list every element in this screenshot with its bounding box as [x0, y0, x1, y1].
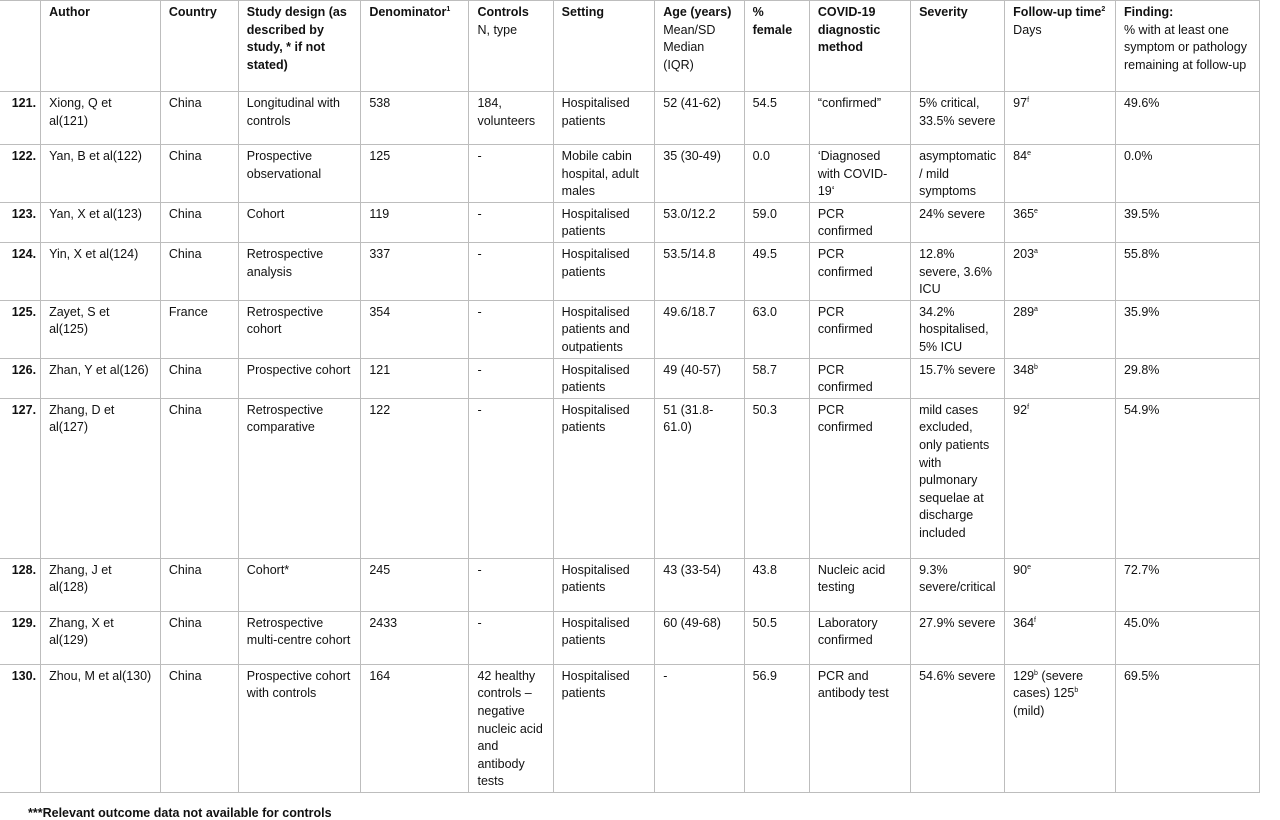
- followup-superscript: e: [1027, 563, 1031, 571]
- followup-superscript: a: [1034, 247, 1038, 255]
- row-number: 121.: [0, 92, 41, 145]
- cell-design: Retrospective cohort: [238, 300, 361, 358]
- cell-country: China: [160, 242, 238, 300]
- cell-age: 49.6/18.7: [655, 300, 744, 358]
- cell-age: 53.0/12.2: [655, 202, 744, 242]
- cell-setting: Hospitalised patients: [553, 558, 655, 611]
- cell-female: 49.5: [744, 242, 809, 300]
- cell-covid: ‘Diagnosed with COVID-19‘: [809, 145, 910, 203]
- cell-setting: Mobile cabin hospital, adult males: [553, 145, 655, 203]
- cell-controls: -: [469, 242, 553, 300]
- cell-setting: Hospitalised patients: [553, 611, 655, 664]
- cell-country: China: [160, 202, 238, 242]
- cell-severity: 34.2% hospitalised, 5% ICU: [911, 300, 1005, 358]
- cell-covid: PCR confirmed: [809, 300, 910, 358]
- cell-design: Cohort*: [238, 558, 361, 611]
- header-denominator: Denominator$^1$: [361, 1, 469, 92]
- followup-superscript: e: [1027, 149, 1031, 157]
- cell-author: Yan, B et al(122): [41, 145, 161, 203]
- cell-female: 63.0: [744, 300, 809, 358]
- cell-age: 60 (49-68): [655, 611, 744, 664]
- cell-country: China: [160, 145, 238, 203]
- cell-denominator: 245: [361, 558, 469, 611]
- followup-text: 364: [1013, 615, 1035, 630]
- cell-country: China: [160, 398, 238, 558]
- cell-design: Prospective cohort: [238, 358, 361, 398]
- cell-country: China: [160, 611, 238, 664]
- cell-covid: Nucleic acid testing: [809, 558, 910, 611]
- cell-age: 49 (40-57): [655, 358, 744, 398]
- cell-country: France: [160, 300, 238, 358]
- cell-finding: 39.5%: [1115, 202, 1259, 242]
- cell-followup: [1005, 398, 1116, 558]
- cell-finding: 45.0%: [1115, 611, 1259, 664]
- header-finding: Finding: % with at least one symptom or pathology remaining at follow-up: [1115, 1, 1259, 92]
- cell-covid: PCR confirmed: [809, 202, 910, 242]
- followup-text: 97: [1013, 96, 1028, 110]
- row-number: 124.: [0, 242, 41, 300]
- cell-author: Zhang, X et al(129): [41, 611, 161, 664]
- cell-denominator: 121: [361, 358, 469, 398]
- cell-controls: -: [469, 202, 553, 242]
- followup-text: 92: [1013, 402, 1028, 417]
- cell-setting: Hospitalised patients and outpatients: [553, 300, 655, 358]
- cell-covid: PCR confirmed: [809, 398, 910, 558]
- cell-severity: 24% severe: [911, 202, 1005, 242]
- table-row: [0, 398, 1260, 558]
- header-covid-method: COVID-19 diagnostic method: [809, 1, 910, 92]
- cell-female: 0.0: [744, 145, 809, 203]
- followup-text: 365: [1013, 206, 1035, 221]
- cell-age: 52 (41-62): [655, 92, 744, 145]
- header-country: Country: [160, 1, 238, 92]
- cell-female: 50.5: [744, 611, 809, 664]
- cell-denominator: 538: [361, 92, 469, 145]
- table-row: [0, 611, 1260, 664]
- cell-followup: [1005, 145, 1116, 203]
- cell-setting: Hospitalised patients: [553, 92, 655, 145]
- cell-followup: [1005, 664, 1116, 792]
- cell-controls: 42 healthy controls – negative nucleic acid and antibody tests: [469, 664, 553, 792]
- cell-setting: Hospitalised patients: [553, 242, 655, 300]
- cell-author: Yan, X et al(123): [41, 202, 161, 242]
- row-number: 122.: [0, 145, 41, 203]
- cell-followup: [1005, 358, 1116, 398]
- followup-superscript: f: [1034, 616, 1036, 624]
- followup-text: (severe cases) 125: [1013, 668, 1084, 701]
- cell-setting: Hospitalised patients: [553, 202, 655, 242]
- cell-severity: mild cases excluded, only patients with pulmonary sequelae at discharge included: [911, 398, 1005, 558]
- cell-followup: [1005, 611, 1116, 664]
- header-severity: Severity: [911, 1, 1005, 92]
- cell-denominator: 337: [361, 242, 469, 300]
- table-row: [0, 358, 1260, 398]
- cell-severity: 5% critical, 33.5% severe: [911, 92, 1005, 145]
- cell-design: Retrospective multi-centre cohort: [238, 611, 361, 664]
- cell-followup: [1005, 202, 1116, 242]
- cell-finding: 0.0%: [1115, 145, 1259, 203]
- header-setting: Setting: [553, 1, 655, 92]
- row-number: 126.: [0, 358, 41, 398]
- cell-covid: PCR and antibody test: [809, 664, 910, 792]
- cell-design: Retrospective analysis: [238, 242, 361, 300]
- cell-finding: 72.7%: [1115, 558, 1259, 611]
- cell-controls: -: [469, 145, 553, 203]
- cell-controls: -: [469, 611, 553, 664]
- cell-denominator: 125: [361, 145, 469, 203]
- cell-age: 51 (31.8-61.0): [655, 398, 744, 558]
- cell-finding: 49.6%: [1115, 92, 1259, 145]
- cell-finding: 69.5%: [1115, 664, 1259, 792]
- cell-author: Zhou, M et al(130): [41, 664, 161, 792]
- followup-text: 348: [1013, 362, 1035, 377]
- cell-female: 58.7: [744, 358, 809, 398]
- cell-denominator: 119: [361, 202, 469, 242]
- cell-female: 50.3: [744, 398, 809, 558]
- cell-severity: asymptomatic / mild symptoms: [911, 145, 1005, 203]
- cell-covid: Laboratory confirmed: [809, 611, 910, 664]
- cell-controls: -: [469, 558, 553, 611]
- cell-design: Prospective observational: [238, 145, 361, 203]
- followup-text: 203: [1013, 246, 1035, 261]
- followup-text: 129: [1013, 668, 1035, 683]
- cell-author: Zayet, S et al(125): [41, 300, 161, 358]
- header-row: [0, 1, 1260, 92]
- cell-denominator: 164: [361, 664, 469, 792]
- cell-country: China: [160, 358, 238, 398]
- footnote: ***Relevant outcome data not available for controls: [28, 806, 332, 820]
- followup-text: (mild): [1013, 703, 1045, 718]
- cell-setting: Hospitalised patients: [553, 664, 655, 792]
- table-row: [0, 664, 1260, 792]
- cell-severity: 15.7% severe: [911, 358, 1005, 398]
- row-number: 127.: [0, 398, 41, 558]
- table-row: [0, 145, 1260, 203]
- row-number: 123.: [0, 202, 41, 242]
- cell-country: China: [160, 92, 238, 145]
- cell-female: 54.5: [744, 92, 809, 145]
- header-age: Age (years) Mean/SD Median (IQR): [655, 1, 744, 92]
- cell-finding: 54.9%: [1115, 398, 1259, 558]
- cell-design: Cohort: [238, 202, 361, 242]
- cell-controls: -: [469, 358, 553, 398]
- cell-finding: 55.8%: [1115, 242, 1259, 300]
- table-row: [0, 202, 1260, 242]
- cell-author: Zhang, D et al(127): [41, 398, 161, 558]
- followup-text: 289: [1013, 304, 1035, 319]
- cell-country: China: [160, 664, 238, 792]
- cell-design: Retrospective comparative: [238, 398, 361, 558]
- followup-text: 84: [1013, 149, 1028, 163]
- cell-followup: [1005, 300, 1116, 358]
- cell-country: China: [160, 558, 238, 611]
- cell-age: -: [655, 664, 744, 792]
- table-row: [0, 242, 1260, 300]
- cell-finding: 35.9%: [1115, 300, 1259, 358]
- cell-followup: [1005, 558, 1116, 611]
- followup-superscript: a: [1034, 305, 1038, 313]
- cell-denominator: 2433: [361, 611, 469, 664]
- cell-controls: -: [469, 300, 553, 358]
- followup-superscript: f: [1027, 96, 1030, 104]
- cell-design: Prospective cohort with controls: [238, 664, 361, 792]
- cell-author: Xiong, Q et al(121): [41, 92, 161, 145]
- followup-text: 90: [1013, 562, 1028, 577]
- cell-age: 35 (30-49): [655, 145, 744, 203]
- header-author: Author: [41, 1, 161, 92]
- followup-superscript: b: [1074, 687, 1079, 695]
- cell-female: 59.0: [744, 202, 809, 242]
- followup-superscript: e: [1034, 207, 1038, 215]
- cell-severity: 9.3% severe/critical: [911, 558, 1005, 611]
- cell-controls: 184, volunteers: [469, 92, 553, 145]
- cell-finding: 29.8%: [1115, 358, 1259, 398]
- cell-severity: 12.8% severe, 3.6% ICU: [911, 242, 1005, 300]
- cell-design: Longitudinal with controls: [238, 92, 361, 145]
- cell-age: 43 (33-54): [655, 558, 744, 611]
- followup-superscript: f: [1027, 403, 1030, 411]
- cell-female: 43.8: [744, 558, 809, 611]
- cell-denominator: 122: [361, 398, 469, 558]
- cell-covid: PCR confirmed: [809, 242, 910, 300]
- cell-covid: “confirmed”: [809, 92, 910, 145]
- row-number: 125.: [0, 300, 41, 358]
- followup-superscript: b: [1034, 363, 1038, 371]
- cell-followup: [1005, 92, 1116, 145]
- cell-author: Zhan, Y et al(126): [41, 358, 161, 398]
- followup-superscript: b: [1034, 669, 1038, 677]
- table-row: [0, 92, 1260, 145]
- header-controls: Controls N, type: [469, 1, 553, 92]
- cell-age: 53.5/14.8: [655, 242, 744, 300]
- table-row: [0, 558, 1260, 611]
- header-followup: Follow-up time$^2$ Days: [1005, 1, 1116, 92]
- header-number: [0, 1, 41, 92]
- cell-controls: -: [469, 398, 553, 558]
- row-number: 130.: [0, 664, 41, 792]
- cell-covid: PCR confirmed: [809, 358, 910, 398]
- cell-followup: [1005, 242, 1116, 300]
- cell-setting: Hospitalised patients: [553, 358, 655, 398]
- cell-denominator: 354: [361, 300, 469, 358]
- header-female: % female: [744, 1, 809, 92]
- row-number: 129.: [0, 611, 41, 664]
- cell-author: Yin, X et al(124): [41, 242, 161, 300]
- header-design: Study design (as described by study, * if not stated): [238, 1, 361, 92]
- cell-severity: 27.9% severe: [911, 611, 1005, 664]
- table-row: [0, 300, 1260, 358]
- cell-severity: 54.6% severe: [911, 664, 1005, 792]
- cell-author: Zhang, J et al(128): [41, 558, 161, 611]
- cell-setting: Hospitalised patients: [553, 398, 655, 558]
- row-number: 128.: [0, 558, 41, 611]
- cell-female: 56.9: [744, 664, 809, 792]
